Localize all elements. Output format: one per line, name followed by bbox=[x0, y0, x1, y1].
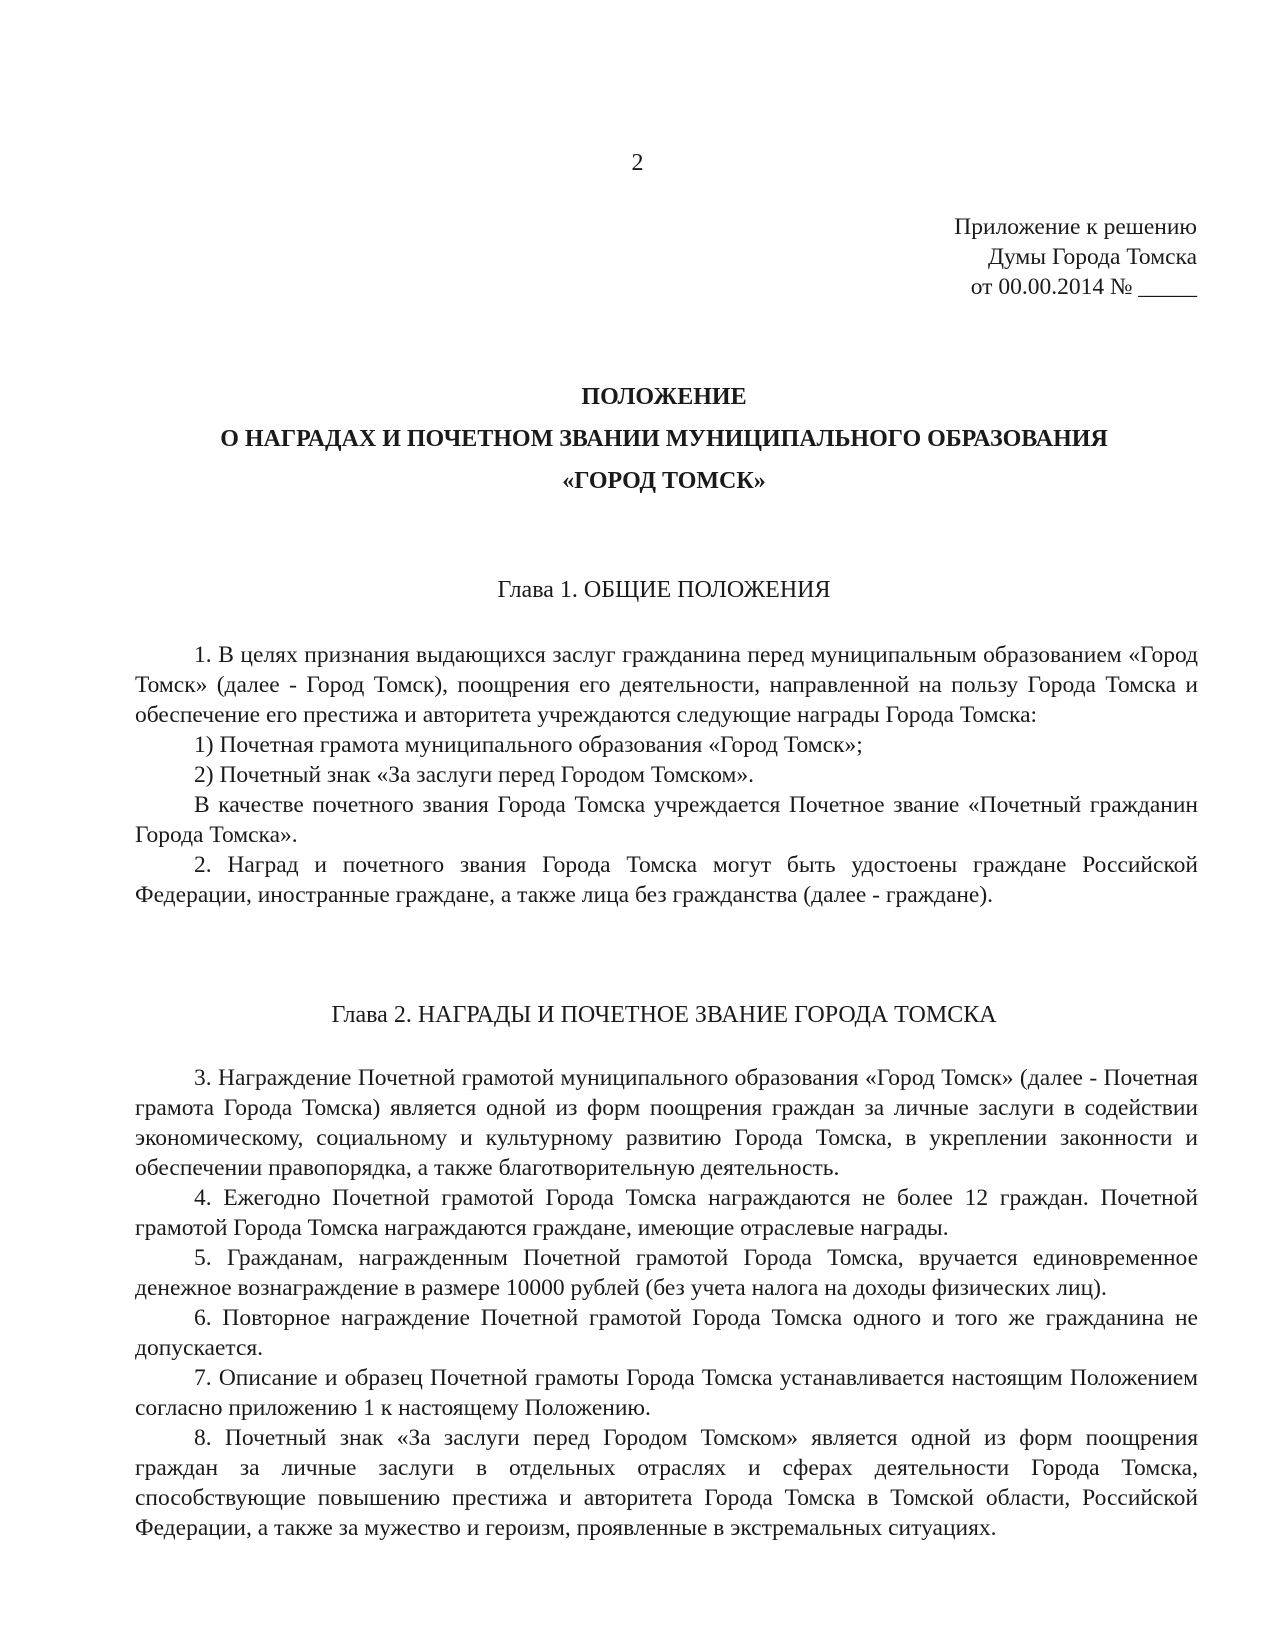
page-number: 2 bbox=[631, 150, 644, 176]
paragraph: 7. Описание и образец Почетной грамоты Города Томска устанавливается настоящим Положением согласно приложению 1 к настоящему Положению. bbox=[135, 1365, 1198, 1421]
paragraph: 1. В целях признания выдающихся заслуг гражданина перед муниципальным образованием «Город Томск» (далее - Город Томск), поощрения его деятельности, направленной на пользу Города Томска и обеспечение его престижа и авторитета учреждаются следующие награды Города Томска: bbox=[135, 642, 1198, 728]
title-line-1: ПОЛОЖЕНИЕ bbox=[581, 384, 747, 410]
annex-line-2: Думы Города Томска bbox=[987, 244, 1197, 270]
annex-reference bbox=[954, 212, 1197, 302]
chapter-2-body bbox=[135, 1063, 1198, 1543]
list-item: 1) Почетная грамота муниципального образования «Город Томск»; bbox=[194, 732, 863, 758]
list-item: 2) Почетный знак «За заслуги перед Городом Томском». bbox=[194, 762, 755, 788]
paragraph: 4. Ежегодно Почетной грамотой Города Томска награждаются не более 12 граждан. Почетной грамотой Города Томска награждаются граждане, имеющие отраслевые награды. bbox=[135, 1185, 1198, 1241]
chapter-1-body bbox=[135, 640, 1198, 910]
paragraph: 6. Повторное награждение Почетной грамотой Города Томска одного и того же гражданина не допускается. bbox=[135, 1305, 1198, 1361]
paragraph: 5. Гражданам, награжденным Почетной грамотой Города Томска, вручается единовременное денежное вознаграждение в размере 10000 рублей (без учета налога на доходы физических лиц). bbox=[135, 1245, 1198, 1301]
chapter-1-heading: Глава 1. ОБЩИЕ ПОЛОЖЕНИЯ bbox=[497, 577, 831, 603]
annex-line-1: Приложение к решению bbox=[954, 214, 1197, 240]
paragraph: 3. Награждение Почетной грамотой муниципального образования «Город Томск» (далее - Почетная грамота Города Томска) является одной из форм поощрения граждан за личные заслуги в содействии экономическому, социальному и культурному развитию Города Томска, в укреплении законности и обеспечении правопорядка, а также благотворительную деятельность. bbox=[135, 1065, 1198, 1181]
paragraph: 2. Наград и почетного звания Города Томска могут быть удостоены граждане Российской Федерации, иностранные граждане, а также лица без гражданства (далее - граждане). bbox=[135, 852, 1198, 908]
annex-line-3: от 00.00.2014 № _____ bbox=[970, 274, 1197, 300]
title-line-3: «ГОРОД ТОМСК» bbox=[562, 468, 766, 494]
paragraph: В качестве почетного звания Города Томска учреждается Почетное звание «Почетный гражданин Города Томска». bbox=[135, 792, 1198, 848]
chapter-2-heading: Глава 2. НАГРАДЫ И ПОЧЕТНОЕ ЗВАНИЕ ГОРОДА ТОМСКА bbox=[331, 1002, 997, 1028]
title-line-2: О НАГРАДАХ И ПОЧЕТНОМ ЗВАНИИ МУНИЦИПАЛЬНОГО ОБРАЗОВАНИЯ bbox=[220, 426, 1108, 452]
document-title bbox=[130, 376, 1198, 502]
paragraph: 8. Почетный знак «За заслуги перед Городом Томском» является одной из форм поощрения граждан за личные заслуги в отдельных отраслях и сферах деятельности Города Томска, способствующие повышению престижа и авторитета Города Томска в Томской области, Российской Федерации, а также за мужество и героизм, проявленные в экстремальных ситуациях. bbox=[135, 1425, 1198, 1541]
